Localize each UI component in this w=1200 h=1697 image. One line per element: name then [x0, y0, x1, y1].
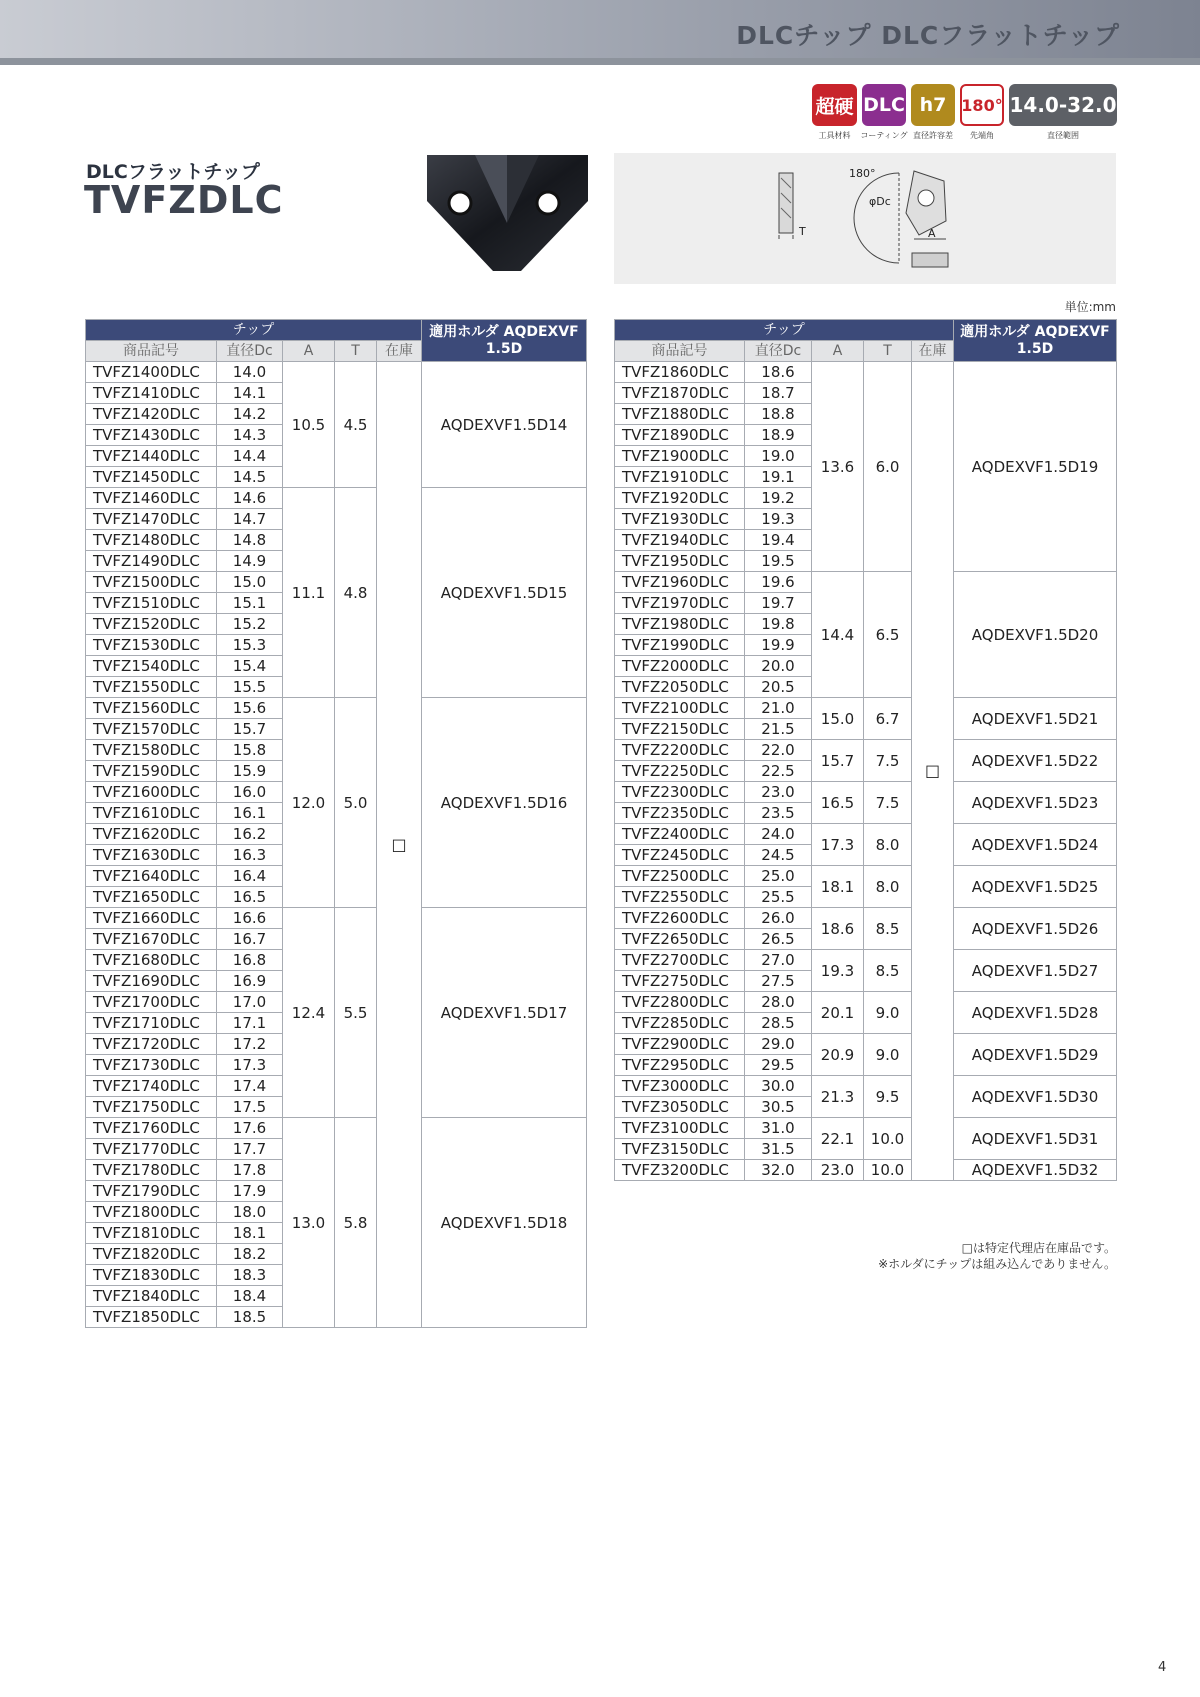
diameter-value: 15.4: [217, 656, 283, 677]
dimension-t: 9.0: [864, 1034, 912, 1076]
diameter-value: 17.8: [217, 1160, 283, 1181]
table-row: [615, 362, 1117, 383]
dimension-a: 22.1: [812, 1118, 864, 1160]
dimension-a: 11.1: [283, 488, 335, 698]
diameter-value: 15.3: [217, 635, 283, 656]
table-row: [615, 824, 1117, 845]
product-code: TVFZ1880DLC: [615, 404, 745, 425]
diameter-value: 27.0: [745, 950, 812, 971]
diameter-value: 27.5: [745, 971, 812, 992]
col-header-code: 商品記号: [86, 341, 217, 362]
diameter-value: 15.9: [217, 761, 283, 782]
diameter-value: 29.0: [745, 1034, 812, 1055]
col-header-a: A: [812, 341, 864, 362]
diagram-angle-label: 180°: [849, 167, 876, 180]
diameter-value: 24.0: [745, 824, 812, 845]
product-code: TVFZ2850DLC: [615, 1013, 745, 1034]
product-code: TVFZ1660DLC: [86, 908, 217, 929]
col-header-t: T: [864, 341, 912, 362]
dimension-t: 8.0: [864, 824, 912, 866]
badge-coating-caption: コーティング: [860, 131, 908, 140]
diameter-value: 17.6: [217, 1118, 283, 1139]
spec-table-right: [614, 319, 1117, 1181]
stock-mark: □: [912, 362, 954, 1181]
product-code: TVFZ1650DLC: [86, 887, 217, 908]
product-code: TVFZ1610DLC: [86, 803, 217, 824]
dimension-t: 8.5: [864, 950, 912, 992]
col-header-diameter: 直径Dc: [745, 341, 812, 362]
diameter-value: 16.8: [217, 950, 283, 971]
diameter-value: 14.6: [217, 488, 283, 509]
holder-model: AQDEXVF1.5D24: [954, 824, 1117, 866]
col-header-stock: 在庫: [912, 341, 954, 362]
chip-group-header: チップ: [615, 320, 954, 341]
product-code: TVFZ1570DLC: [86, 719, 217, 740]
diameter-value: 18.6: [745, 362, 812, 383]
dimension-a: 12.4: [283, 908, 335, 1118]
diameter-value: 17.0: [217, 992, 283, 1013]
diameter-value: 19.8: [745, 614, 812, 635]
dimension-a: 10.5: [283, 362, 335, 488]
diameter-value: 16.4: [217, 866, 283, 887]
product-code: TVFZ2250DLC: [615, 761, 745, 782]
diameter-value: 14.4: [217, 446, 283, 467]
col-header-diameter: 直径Dc: [217, 341, 283, 362]
spec-badges: [812, 84, 1117, 144]
badge-coating: DLC: [862, 84, 906, 126]
banner-title: DLCチップ DLCフラットチップ: [736, 21, 1120, 50]
dimension-t: 10.0: [864, 1118, 912, 1160]
product-code: TVFZ2050DLC: [615, 677, 745, 698]
diameter-value: 19.1: [745, 467, 812, 488]
dimension-a: 12.0: [283, 698, 335, 908]
product-code: TVFZ1940DLC: [615, 530, 745, 551]
diameter-value: 14.9: [217, 551, 283, 572]
product-code: TVFZ1840DLC: [86, 1286, 217, 1307]
diameter-value: 18.1: [217, 1223, 283, 1244]
page-number: 4: [1158, 1660, 1167, 1675]
product-code: TVFZ2350DLC: [615, 803, 745, 824]
diameter-value: 19.9: [745, 635, 812, 656]
unit-label: 単位:mm: [1064, 300, 1116, 314]
product-code: TVFZ1760DLC: [86, 1118, 217, 1139]
dimension-t: 7.5: [864, 782, 912, 824]
product-code: TVFZ1490DLC: [86, 551, 217, 572]
dimension-a: 19.3: [812, 950, 864, 992]
badge-diameter-range-caption: 直径範囲: [1047, 131, 1079, 140]
table-row: [615, 1076, 1117, 1097]
diameter-value: 18.5: [217, 1307, 283, 1328]
holder-model: AQDEXVF1.5D21: [954, 698, 1117, 740]
product-code: TVFZ2150DLC: [615, 719, 745, 740]
product-code: TVFZ2650DLC: [615, 929, 745, 950]
product-code: TVFZ1810DLC: [86, 1223, 217, 1244]
product-code: TVFZ1630DLC: [86, 845, 217, 866]
product-code: TVFZ1400DLC: [86, 362, 217, 383]
product-code: TVFZ1440DLC: [86, 446, 217, 467]
product-code: TVFZ1960DLC: [615, 572, 745, 593]
diameter-value: 18.2: [217, 1244, 283, 1265]
holder-model: AQDEXVF1.5D27: [954, 950, 1117, 992]
diameter-value: 16.6: [217, 908, 283, 929]
chip-photo: [425, 153, 590, 273]
col-header-t: T: [335, 341, 377, 362]
product-code: TVFZ1520DLC: [86, 614, 217, 635]
holder-model: AQDEXVF1.5D23: [954, 782, 1117, 824]
diameter-value: 15.8: [217, 740, 283, 761]
table-row: [615, 1160, 1117, 1181]
product-code: TVFZ1580DLC: [86, 740, 217, 761]
dimension-a: 15.7: [812, 740, 864, 782]
product-code: TVFZ2800DLC: [615, 992, 745, 1013]
product-code: TVFZ1470DLC: [86, 509, 217, 530]
diameter-value: 16.2: [217, 824, 283, 845]
dimension-a: 13.0: [283, 1118, 335, 1328]
holder-model: AQDEXVF1.5D32: [954, 1160, 1117, 1181]
product-subtitle: DLCフラットチップ: [86, 161, 260, 183]
diameter-value: 19.4: [745, 530, 812, 551]
table-row: [86, 698, 587, 719]
table-row: [615, 950, 1117, 971]
product-code: TVFZ3200DLC: [615, 1160, 745, 1181]
diameter-value: 16.7: [217, 929, 283, 950]
diameter-value: 18.4: [217, 1286, 283, 1307]
footnotes: [820, 1240, 1116, 1272]
holder-model: AQDEXVF1.5D29: [954, 1034, 1117, 1076]
product-code: TVFZ3100DLC: [615, 1118, 745, 1139]
table-row: [615, 740, 1117, 761]
diagram-t-label: T: [799, 225, 806, 238]
dimension-a: 20.9: [812, 1034, 864, 1076]
diameter-value: 18.7: [745, 383, 812, 404]
holder-model: AQDEXVF1.5D14: [422, 362, 587, 488]
product-code: TVFZ1710DLC: [86, 1013, 217, 1034]
stock-mark: □: [377, 362, 422, 1328]
dimension-diagram: [614, 153, 1116, 284]
diameter-value: 14.2: [217, 404, 283, 425]
product-code: TVFZ1870DLC: [615, 383, 745, 404]
diameter-value: 21.0: [745, 698, 812, 719]
table-row: [86, 488, 587, 509]
product-code: TVFZ1750DLC: [86, 1097, 217, 1118]
holder-model: AQDEXVF1.5D28: [954, 992, 1117, 1034]
table-row: [615, 908, 1117, 929]
diameter-value: 15.0: [217, 572, 283, 593]
diameter-value: 14.3: [217, 425, 283, 446]
product-code: TVFZ1860DLC: [615, 362, 745, 383]
table-row: [615, 1118, 1117, 1139]
diameter-value: 31.5: [745, 1139, 812, 1160]
col-header-a: A: [283, 341, 335, 362]
product-code: TVFZ1560DLC: [86, 698, 217, 719]
diameter-value: 32.0: [745, 1160, 812, 1181]
dimension-a: 18.6: [812, 908, 864, 950]
diameter-value: 22.0: [745, 740, 812, 761]
chip-group-header: チップ: [86, 320, 422, 341]
table-row: [615, 572, 1117, 593]
dimension-t: 5.5: [335, 908, 377, 1118]
product-code: TVFZ2550DLC: [615, 887, 745, 908]
product-code: TVFZ1430DLC: [86, 425, 217, 446]
table-row: [615, 866, 1117, 887]
dimension-t: 8.5: [864, 908, 912, 950]
diameter-value: 26.5: [745, 929, 812, 950]
product-code: TVFZ1910DLC: [615, 467, 745, 488]
dimension-t: 6.7: [864, 698, 912, 740]
product-code: TVFZ1830DLC: [86, 1265, 217, 1286]
dimension-a: 16.5: [812, 782, 864, 824]
dimension-t: 9.5: [864, 1076, 912, 1118]
product-code: TVFZ1770DLC: [86, 1139, 217, 1160]
product-code: TVFZ2500DLC: [615, 866, 745, 887]
diameter-value: 15.5: [217, 677, 283, 698]
diameter-value: 15.6: [217, 698, 283, 719]
diameter-value: 19.5: [745, 551, 812, 572]
diameter-value: 22.5: [745, 761, 812, 782]
product-code: TVFZ1720DLC: [86, 1034, 217, 1055]
dimension-t: 9.0: [864, 992, 912, 1034]
product-code: TVFZ3000DLC: [615, 1076, 745, 1097]
product-code: TVFZ1700DLC: [86, 992, 217, 1013]
diameter-value: 19.7: [745, 593, 812, 614]
diameter-value: 14.0: [217, 362, 283, 383]
holder-model: AQDEXVF1.5D30: [954, 1076, 1117, 1118]
product-code: TVFZ1920DLC: [615, 488, 745, 509]
dimension-a: 13.6: [812, 362, 864, 572]
diameter-value: 25.0: [745, 866, 812, 887]
dimension-t: 6.5: [864, 572, 912, 698]
diameter-value: 16.0: [217, 782, 283, 803]
diameter-value: 17.7: [217, 1139, 283, 1160]
diameter-value: 30.0: [745, 1076, 812, 1097]
product-code: TVFZ1500DLC: [86, 572, 217, 593]
product-code: TVFZ3050DLC: [615, 1097, 745, 1118]
diameter-value: 31.0: [745, 1118, 812, 1139]
diameter-value: 20.0: [745, 656, 812, 677]
product-code: TVFZ1480DLC: [86, 530, 217, 551]
dimension-a: 21.3: [812, 1076, 864, 1118]
product-code: TVFZ1620DLC: [86, 824, 217, 845]
diameter-value: 20.5: [745, 677, 812, 698]
product-code: TVFZ2900DLC: [615, 1034, 745, 1055]
product-code: TVFZ1590DLC: [86, 761, 217, 782]
dimension-t: 5.8: [335, 1118, 377, 1328]
diameter-value: 17.4: [217, 1076, 283, 1097]
product-code: TVFZ1900DLC: [615, 446, 745, 467]
diameter-value: 17.2: [217, 1034, 283, 1055]
product-code: TVFZ1640DLC: [86, 866, 217, 887]
dimension-t: 4.5: [335, 362, 377, 488]
product-code: TVFZ2950DLC: [615, 1055, 745, 1076]
holder-model: AQDEXVF1.5D31: [954, 1118, 1117, 1160]
holder-model: AQDEXVF1.5D20: [954, 572, 1117, 698]
badge-tip-angle-caption: 先端角: [970, 131, 994, 140]
table-row: [86, 1118, 587, 1139]
badge-material: 超硬: [812, 84, 857, 126]
diameter-value: 14.7: [217, 509, 283, 530]
badge-tolerance: h7: [911, 84, 955, 126]
product-code: TVFZ1420DLC: [86, 404, 217, 425]
product-code: TVFZ2000DLC: [615, 656, 745, 677]
product-code: TVFZ1670DLC: [86, 929, 217, 950]
diameter-value: 15.1: [217, 593, 283, 614]
diameter-value: 17.3: [217, 1055, 283, 1076]
col-header-code: 商品記号: [615, 341, 745, 362]
diagram-a-label: A: [928, 227, 936, 240]
diameter-value: 23.0: [745, 782, 812, 803]
badge-material-caption: 工具材料: [818, 131, 851, 140]
badge-tip-angle: 180°: [960, 84, 1004, 126]
diameter-value: 14.5: [217, 467, 283, 488]
diameter-value: 17.5: [217, 1097, 283, 1118]
dimension-t: 8.0: [864, 866, 912, 908]
dimension-a: 14.4: [812, 572, 864, 698]
holder-model: AQDEXVF1.5D22: [954, 740, 1117, 782]
table-row: [86, 908, 587, 929]
product-code: TVFZ2100DLC: [615, 698, 745, 719]
dimension-t: 5.0: [335, 698, 377, 908]
diameter-value: 19.3: [745, 509, 812, 530]
diameter-value: 16.3: [217, 845, 283, 866]
dimension-t: 10.0: [864, 1160, 912, 1181]
product-code: TVFZ1740DLC: [86, 1076, 217, 1097]
diameter-value: 16.1: [217, 803, 283, 824]
spec-table-left: [85, 319, 587, 1328]
badge-diameter-range: 14.0-32.0: [1009, 84, 1117, 126]
product-code: TVFZ2700DLC: [615, 950, 745, 971]
product-code: TVFZ1460DLC: [86, 488, 217, 509]
table-row: [615, 1034, 1117, 1055]
product-code: TVFZ1530DLC: [86, 635, 217, 656]
diameter-value: 19.0: [745, 446, 812, 467]
product-code: TVFZ1450DLC: [86, 467, 217, 488]
product-code: TVFZ2600DLC: [615, 908, 745, 929]
diameter-value: 29.5: [745, 1055, 812, 1076]
diameter-value: 18.8: [745, 404, 812, 425]
table-row: [615, 992, 1117, 1013]
product-code: TVFZ2450DLC: [615, 845, 745, 866]
product-code: TVFZ1600DLC: [86, 782, 217, 803]
diameter-value: 30.5: [745, 1097, 812, 1118]
product-code: TVFZ1980DLC: [615, 614, 745, 635]
product-code: TVFZ1790DLC: [86, 1181, 217, 1202]
holder-model: AQDEXVF1.5D18: [422, 1118, 587, 1328]
product-code: TVFZ1930DLC: [615, 509, 745, 530]
product-code: TVFZ1850DLC: [86, 1307, 217, 1328]
diameter-value: 16.5: [217, 887, 283, 908]
product-code: TVFZ1800DLC: [86, 1202, 217, 1223]
product-code: TVFZ1550DLC: [86, 677, 217, 698]
product-code: TVFZ1410DLC: [86, 383, 217, 404]
holder-model: AQDEXVF1.5D26: [954, 908, 1117, 950]
diameter-value: 17.9: [217, 1181, 283, 1202]
product-code: TVFZ1970DLC: [615, 593, 745, 614]
diagram-dc-label: φDc: [869, 195, 891, 208]
product-code: TVFZ1780DLC: [86, 1160, 217, 1181]
dimension-t: 4.8: [335, 488, 377, 698]
diameter-value: 26.0: [745, 908, 812, 929]
holder-model: AQDEXVF1.5D25: [954, 866, 1117, 908]
product-code: TVFZ1890DLC: [615, 425, 745, 446]
dimension-a: 20.1: [812, 992, 864, 1034]
banner-divider: [0, 58, 1200, 65]
product-code: TVFZ1680DLC: [86, 950, 217, 971]
dimension-t: 6.0: [864, 362, 912, 572]
holder-model: AQDEXVF1.5D15: [422, 488, 587, 698]
diameter-value: 18.9: [745, 425, 812, 446]
dimension-a: 18.1: [812, 866, 864, 908]
dimension-a: 17.3: [812, 824, 864, 866]
product-code: TVFZ2400DLC: [615, 824, 745, 845]
footnote-stock: □は特定代理店在庫品です。: [961, 1241, 1116, 1255]
product-code: TVFZ3150DLC: [615, 1139, 745, 1160]
diameter-value: 23.5: [745, 803, 812, 824]
table-row: [86, 362, 587, 383]
holder-model: AQDEXVF1.5D16: [422, 698, 587, 908]
diameter-value: 17.1: [217, 1013, 283, 1034]
diameter-value: 14.8: [217, 530, 283, 551]
product-code: TVFZ1540DLC: [86, 656, 217, 677]
diameter-value: 28.5: [745, 1013, 812, 1034]
diameter-value: 18.3: [217, 1265, 283, 1286]
table-row: [615, 782, 1117, 803]
footnote-holder: ※ホルダにチップは組み込んでありません。: [878, 1257, 1116, 1271]
diameter-value: 24.5: [745, 845, 812, 866]
diameter-value: 19.2: [745, 488, 812, 509]
diameter-value: 19.6: [745, 572, 812, 593]
diameter-value: 15.2: [217, 614, 283, 635]
holder-header: 適用ホルダ AQDEXVF 1.5D: [422, 320, 587, 362]
holder-model: AQDEXVF1.5D17: [422, 908, 587, 1118]
col-header-stock: 在庫: [377, 341, 422, 362]
product-code: TVFZ1950DLC: [615, 551, 745, 572]
dimension-t: 7.5: [864, 740, 912, 782]
diameter-value: 14.1: [217, 383, 283, 404]
badge-tolerance-caption: 直径許容差: [913, 131, 953, 140]
diameter-value: 25.5: [745, 887, 812, 908]
diameter-value: 21.5: [745, 719, 812, 740]
product-code: TVFZ1990DLC: [615, 635, 745, 656]
product-code: TVFZ1820DLC: [86, 1244, 217, 1265]
diameter-value: 15.7: [217, 719, 283, 740]
product-code: TVFZ1730DLC: [86, 1055, 217, 1076]
product-code: TVFZ1690DLC: [86, 971, 217, 992]
diameter-value: 18.0: [217, 1202, 283, 1223]
table-row: [615, 698, 1117, 719]
product-code: TVFZ1510DLC: [86, 593, 217, 614]
holder-header: 適用ホルダ AQDEXVF 1.5D: [954, 320, 1117, 362]
diameter-value: 16.9: [217, 971, 283, 992]
product-code: TVFZ2200DLC: [615, 740, 745, 761]
diameter-value: 28.0: [745, 992, 812, 1013]
holder-model: AQDEXVF1.5D19: [954, 362, 1117, 572]
product-title: TVFZDLC: [84, 178, 284, 222]
dimension-a: 15.0: [812, 698, 864, 740]
product-code: TVFZ2750DLC: [615, 971, 745, 992]
product-code: TVFZ2300DLC: [615, 782, 745, 803]
dimension-a: 23.0: [812, 1160, 864, 1181]
